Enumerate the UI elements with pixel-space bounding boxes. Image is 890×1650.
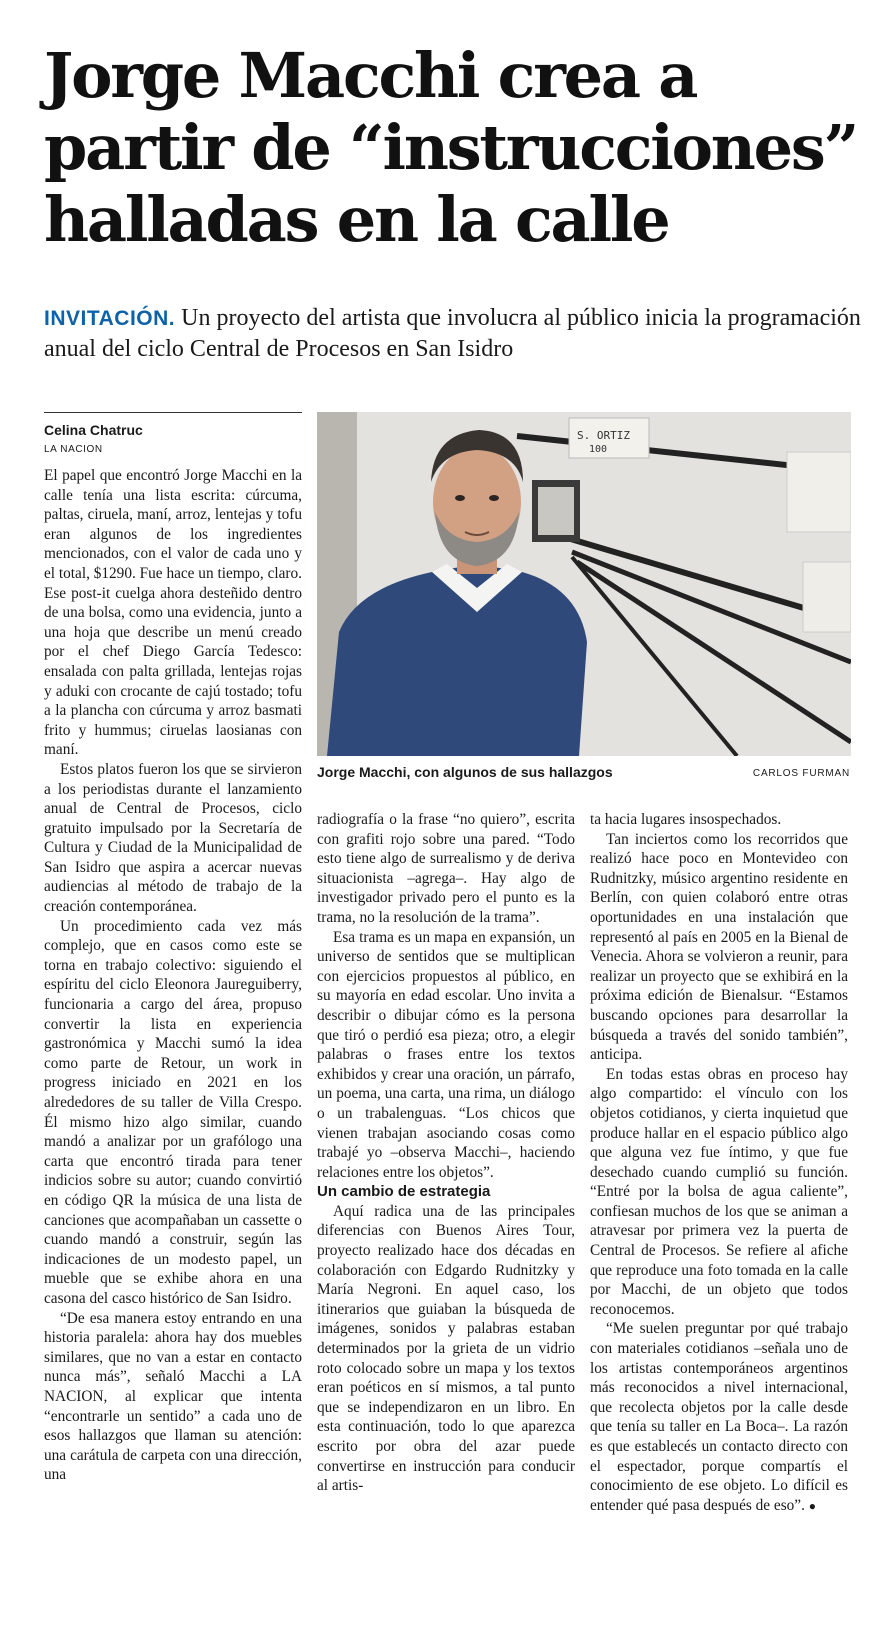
- byline-rule: [44, 412, 302, 413]
- paragraph: Esa trama es un mapa en expansión, un universo de sentidos que se multiplican con ejercicios propuestos al público, en su mayoría en edad escolar. Uno invita a describir o dibujar cómo es la persona que tiró o perdió esa pieza; otro, a elegir palabras o frases entre los textos exhibidos y crear una oración, un párrafo, un poema, una carta, una rima, un diálogo o un trabalenguas. “Los chicos que vienen trabajan asociando cosas como trabajé yo –observa Macchi–, haciendo relaciones entre los objetos”.: [317, 928, 575, 1181]
- svg-text:100: 100: [589, 444, 608, 455]
- paragraph: Estos platos fueron los que se sirvieron a los periodistas durante el lanzamiento anual de Central de Procesos, ciclo gratuito impulsado por la Secretaría de Cultura y Ciudad de la Municipalidad de San Isidro que aspira a acercar nuevas audiencias al método de trabajo de la creación contemporánea.: [44, 760, 302, 916]
- paragraph: Tan inciertos como los recorridos que realizó hace poco en Montevideo con Rudnitzky, músico argentino residente en Berlín, con quien colaboró entre otras oportunidades en una instalación que representó al país en 2005 en la Bienal de Venecia. Ahora se volvieron a reunir, para realizar un proyecto que se exhibirá en la próxima edición de Bienalsur. “Estamos buscando opciones para desarrollar la búsqueda a través del sonido también”, anticipa.: [590, 830, 848, 1064]
- paragraph: ta hacia lugares insospechados.: [590, 811, 782, 828]
- wall-sign-text: S. ORTIZ: [577, 429, 630, 442]
- column-2: [317, 810, 575, 1496]
- paragraph: Aquí radica una de las principales diferencias con Buenos Aires Tour, proyecto realizado hace dos décadas en colaboración con Edgardo Rudnitzky y María Negroni. En aquel caso, los itinerarios que guiaban la búsqueda de imágenes, sonidos y palabras estaban determinados por la grieta de un vidrio roto colocado sobre un mapa y los textos eran poéticos en sí mismos, a tal punto que se independizaron en un libro. En esta continuación, todo lo que aparezca escrito por obra del azar puede convertirse en instrucción para conducir al artis-: [317, 1202, 575, 1495]
- headline: Jorge Macchi crea a partir de “instrucciones” halladas en la calle: [44, 39, 858, 256]
- paragraph-text: “Me suelen preguntar por qué trabajo con materiales cotidianos –señala uno de los artistas contemporáneos argentinos más reconocidos a nivel internacional, que recolecta objetos por la calle desde que tenía su taller en La Boca–. La razón es que establecés un contacto directo con el espectador, porque compartís el conocimiento de ese objeto. Lo difícil es entender qué pasa después de eso”.: [590, 1320, 848, 1514]
- paragraph: El papel que encontró Jorge Macchi en la calle tenía una lista escrita: cúrcuma, paltas, ciruela, maní, arroz, lentejas y tofu eran algunos de los ingredientes mencionados, con el valor de cada uno y el total, $1290. Fue hace un tiempo, claro. Ese post-it cuelga ahora desteñido dentro de una bolsa, como una evidencia, junto a una hoja que describe un menú creado por el chef Diego García Tedesco: ensalada con palta grillada, lentejas rojas y aduki con crocante de cajú tostado; tofu a la plancha con cúrcuma y arroz basmati frito y hummus; ciruelas laosianas con maní.: [44, 467, 302, 759]
- photo-caption: Jorge Macchi, con algunos de sus hallazgos: [317, 764, 613, 780]
- portrait-illustration: [317, 412, 851, 756]
- photo-credit: CARLOS FURMAN: [752, 768, 850, 779]
- outlet-name: LA NACION: [44, 444, 103, 455]
- subhead: Un cambio de estrategia: [317, 1183, 491, 1201]
- paragraph: “De esa manera estoy entrando en una historia paralela: ahora hay dos muebles similares, que no van a estar en contacto nunca más”, señaló Macchi a LA NACION, al explicar que intenta “encontrarle un sentido” a cada uno de esos hallazgos que llaman su atención: una carátula de carpeta con una dirección, una: [44, 1309, 302, 1484]
- article-photo: [317, 412, 851, 756]
- column-1: [44, 466, 302, 1485]
- paragraph: Un procedimiento cada vez más complejo, que en casos como este se torna en trabajo colectivo: siguiendo el espíritu del ciclo Eleonora Jaureguiberry, funcionaria a cargo del área, propuso convertir la lista en experiencia gastronómica y Macchi sumó la idea como parte de Retour, un work in progress iniciado en 2021 en los alrededores de su taller de Villa Crespo. Él mismo hizo algo similar, cuando mandó a analizar por un grafólogo una carta que encontró tirada para tener indicios sobre su autor; cuando convirtió en código QR la música de una lista de canciones que acompañaban un cassette o cuando mandó a construir, según las indicaciones de un modesto papel, un mueble que se exhibe ahora en una casona del casco histórico de San Isidro.: [44, 917, 302, 1307]
- paragraph-last: [590, 1319, 848, 1516]
- paragraph: radiografía o la frase “no quiero”, escrita con grafiti rojo sobre una pared. “Todo esto tiene algo de surrealismo y de deriva situacionista –agrega–. Hay algo de investigador privado pero el punto es la trama, no la resolución de la trama”.: [317, 811, 575, 926]
- paragraph: En todas estas obras en proceso hay algo compartido: el vínculo con los objetos cotidianos, y cierta inquietud que produce hallar en el espacio público algo que alguna vez fue íntimo, y que fue desechado cuando cumplió su función. “Entré por la bolsa de agua caliente”, confiesan muchos de los que se animan a atravesar por primera vez la puerta de Central de Procesos. Se refiere al afiche que reproduce una foto tomada en la calle por Macchi, de un objeto que todos reconocemos.: [590, 1065, 848, 1318]
- deck: [44, 303, 864, 364]
- end-mark: ●: [808, 1498, 816, 1513]
- deck-text: Un proyecto del artista que involucra al público inicia la programación anual del ciclo Central de Procesos en San Isidro: [44, 305, 861, 362]
- author-name: Celina Chatruc: [44, 422, 143, 438]
- column-3: [590, 810, 848, 1516]
- kicker: INVITACIÓN.: [44, 307, 176, 330]
